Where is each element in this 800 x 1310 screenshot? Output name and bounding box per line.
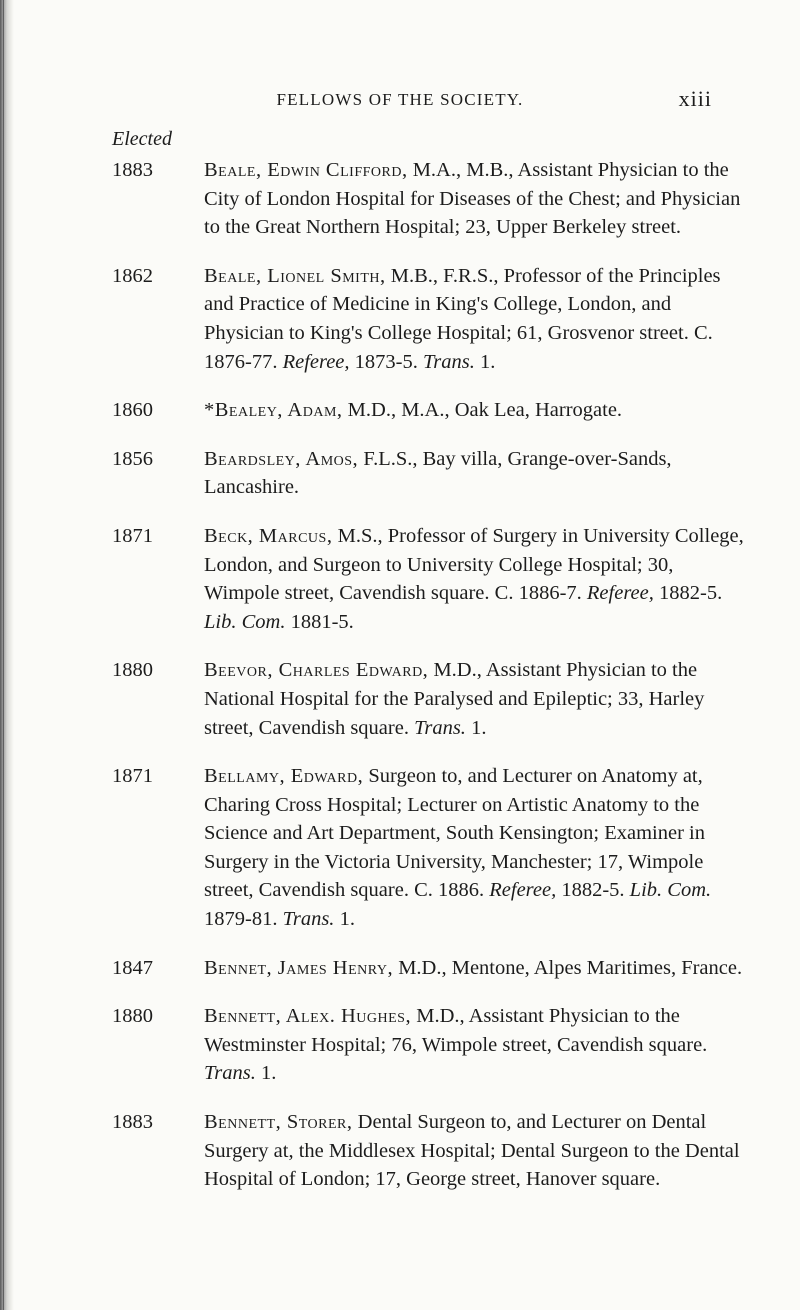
- fellow-entry: [112, 156, 752, 242]
- referee-label: Referee,: [489, 879, 557, 902]
- fellow-name: Bennett, Storer,: [204, 1111, 353, 1134]
- trans-label: Trans.: [204, 1062, 256, 1085]
- entry-text: F.L.S., Bay villa, Grange-over-Sands, Lancashire.: [204, 447, 672, 499]
- page-binding-edge: [0, 0, 14, 1310]
- running-title: FELLOWS OF THE SOCIETY.: [276, 90, 524, 109]
- lib-com-label: Lib. Com.: [204, 610, 286, 633]
- fellow-entry: [112, 1108, 752, 1194]
- fellow-entry: [112, 262, 752, 376]
- entry-text: Dental Surgeon to, and Lecturer on Dental Surgery at, the Middlesex Hospital; Dental Surgeon to the Dental Hospital of London; 17, George street, Hanover square.: [204, 1111, 740, 1191]
- referee-label: Referee,: [282, 350, 350, 373]
- running-header: [0, 86, 800, 116]
- referee-label: Referee,: [586, 582, 654, 605]
- trans-volume: 1.: [255, 1062, 277, 1085]
- referee-years: 1882-5.: [556, 879, 630, 902]
- fellow-name: Beardsley, Amos,: [204, 447, 359, 470]
- trans-label: Trans.: [414, 716, 466, 739]
- entry-year: 1880: [112, 1005, 153, 1028]
- fellow-entry: [112, 522, 752, 636]
- fellows-list: [112, 156, 752, 1214]
- referee-years: 1882-5.: [653, 582, 723, 605]
- fellow-entry: [112, 762, 752, 934]
- fellow-entry: [112, 1002, 752, 1088]
- fellow-entry: [112, 954, 752, 983]
- trans-volume: 1.: [474, 350, 496, 373]
- page-number: xiii: [678, 86, 712, 111]
- entry-text: M.D., Mentone, Alpes Maritimes, France.: [393, 956, 743, 979]
- entry-text: M.B., F.R.S., Professor of the Principles and Practice of Medicine in King's College, London, and Physician to King's College Hospital; 61, Grosvenor street. C. 1876-77.: [204, 264, 721, 373]
- entry-year: 1862: [112, 264, 153, 287]
- elected-column-label: Elected: [112, 128, 172, 150]
- fellow-name: Beale, Lionel Smith,: [204, 264, 386, 287]
- fellow-name: *Bealey, Adam,: [204, 399, 343, 422]
- fellow-name: Beale, Edwin Clifford,: [204, 159, 408, 181]
- lib-com-years: 1881-5.: [285, 610, 354, 633]
- referee-years: 1873-5.: [349, 350, 423, 373]
- entry-year: 1880: [112, 659, 153, 682]
- trans-label: Trans.: [282, 908, 335, 931]
- entry-year: 1856: [112, 447, 153, 470]
- trans-label: Trans.: [423, 350, 475, 373]
- fellow-name: Bennett, Alex. Hughes,: [204, 1005, 412, 1028]
- entry-year: 1847: [112, 956, 153, 979]
- entry-text: M.S., Professor of Surgery in University College, London, and Surgeon to University College Hospital; 30, Wimpole street, Cavendish square. C. 1886-7.: [204, 524, 744, 605]
- trans-volume: 1.: [334, 908, 355, 931]
- entry-year: 1883: [112, 159, 153, 181]
- entry-text: M.D., Assistant Physician to the National Hospital for the Paralysed and Epileptic; 33, Harley street, Cavendish square.: [204, 659, 705, 739]
- fellow-name: Beevor, Charles Edward,: [204, 659, 429, 682]
- entry-text: M.D., M.A., Oak Lea, Harrogate.: [342, 399, 623, 422]
- entry-text: M.D., Assistant Physician to the Westminster Hospital; 76, Wimpole street, Cavendish square.: [204, 1005, 708, 1056]
- fellow-entry: [112, 396, 752, 425]
- lib-com-label: Lib. Com.: [629, 879, 712, 902]
- fellow-name: Bennet, James Henry,: [204, 956, 394, 979]
- fellow-name: Bellamy, Edward,: [204, 765, 364, 788]
- entry-year: 1871: [112, 524, 153, 547]
- fellow-name: Beck, Marcus,: [204, 524, 333, 547]
- entry-year: 1871: [112, 765, 153, 788]
- entry-year: 1860: [112, 399, 153, 422]
- fellow-entry: [112, 656, 752, 742]
- entry-year: 1883: [112, 1111, 153, 1134]
- fellow-entry: [112, 445, 752, 502]
- trans-volume: 1.: [465, 716, 487, 739]
- entry-text: Surgeon to, and Lecturer on Anatomy at, Charing Cross Hospital; Lecturer on Artistic Anatomy to the Science and Art Department, South Kensington; Examiner in Surgery in the Victoria University, Manchester; 17, Wimpole street, Cavendish square. C. 1886.: [204, 765, 705, 902]
- lib-com-years: 1879-81.: [204, 908, 283, 931]
- entry-text: M.A., M.B., Assistant Physician to the City of London Hospital for Diseases of the Chest; and Physician to the Great Northern Hospital; 23, Upper Berkeley street.: [204, 159, 741, 239]
